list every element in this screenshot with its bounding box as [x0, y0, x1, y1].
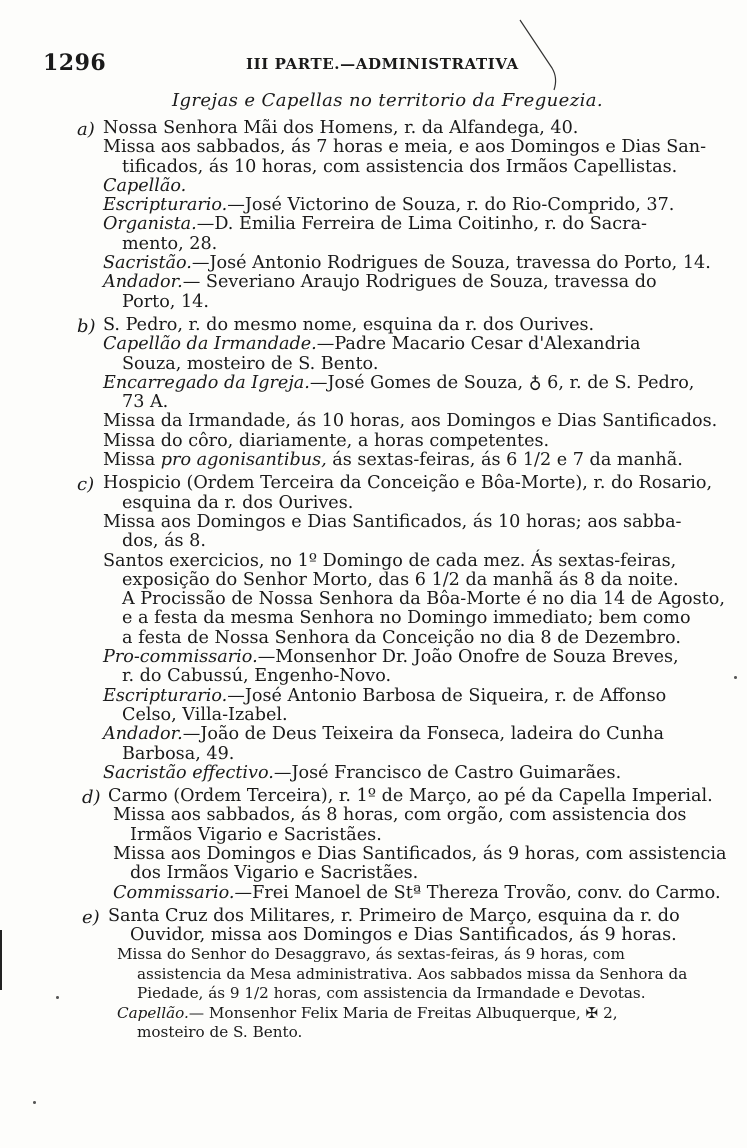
entry-c — [0, 474, 747, 783]
mass-schedule: Missa da Irmandade, ás 10 horas, aos Domingos e Dias Santificados. — [103, 411, 718, 432]
role-label: Andador. — [103, 272, 183, 293]
entry-e-details — [0, 945, 747, 1042]
role-value: —José Antonio Barbosa de Siqueira, r. de Affonso — [227, 685, 667, 706]
role-value: — Monsenhor Felix Maria de Freitas Albuquerque, ✠ 2, — [188, 1003, 618, 1022]
role-value: — Severiano Araujo Rodrigues de Souza, travessa do — [182, 272, 657, 293]
role-label: Encarregado da Igreja. — [103, 372, 310, 393]
role-label: Escripturario. — [103, 685, 228, 706]
mass-schedule: Missa aos sabbados, ás 7 horas e meia, e aos Domingos e Dias San- — [103, 137, 707, 158]
role-label: Commissario. — [113, 882, 235, 903]
entry-title: S. Pedro, r. do mesmo nome, esquina da r. dos Ourives. — [103, 314, 595, 335]
role-label: Sacristão effectivo. — [103, 762, 274, 783]
role-label: Capellão. — [117, 1003, 189, 1022]
commissario-line — [108, 884, 747, 903]
andador-line — [103, 725, 747, 744]
andador-cont: Barbosa, 49. — [122, 743, 235, 764]
mass-schedule: Missa do Senhor do Desaggravo, ás sextas-feiras, ás 9 horas, com — [117, 945, 625, 964]
pro-commissario-line — [103, 648, 747, 667]
role-label: Andador. — [103, 724, 183, 745]
mass-schedule — [103, 451, 747, 470]
entry-marker: b) — [77, 315, 96, 337]
role-label: Capellão da Irmandade. — [103, 334, 317, 355]
santos-exercicios: Santos exercicios, no 1º Domingo de cada mez. Ás sextas-feiras, — [103, 550, 677, 571]
role-value: —José Victorino de Souza, r. do Rio-Comprido, 37. — [227, 195, 675, 216]
andador-line — [103, 273, 747, 292]
capellao-cont: mosteiro de S. Bento. — [137, 1023, 303, 1042]
role-value: —João de Deus Teixeira da Fonseca, ladeira do Cunha — [182, 724, 665, 745]
entry-title-cont: esquina da r. dos Ourives. — [122, 492, 354, 513]
encarregado-cont: 73 A. — [122, 392, 169, 413]
mass-schedule-cont: Irmãos Vigario e Sacristães. — [130, 824, 382, 845]
sacristao-line — [103, 764, 747, 783]
entry-e — [0, 907, 747, 946]
entry-marker: d) — [82, 787, 101, 809]
capellao-line: Capellão. — [103, 175, 187, 196]
running-head: III PARTE.—ADMINISTRATIVA — [246, 55, 519, 73]
entry-title: Hospicio (Ordem Terceira da Conceição e Bôa-Morte), r. do Rosario, — [103, 473, 713, 494]
sacristao-line — [103, 254, 747, 273]
capellao-cont: Souza, mosteiro de S. Bento. — [122, 353, 379, 374]
santos-cont: A Procissão de Nossa Senhora da Bôa-Morte é no dia 14 de Agosto, — [122, 589, 725, 610]
entry-title: Nossa Senhora Mãi dos Homens, r. da Alfandega, 40. — [103, 118, 579, 138]
role-value: —Padre Macario Cesar d'Alexandria — [316, 334, 641, 355]
andador-cont: Porto, 14. — [122, 291, 209, 312]
organista-line — [103, 215, 747, 234]
mass-schedule-cont: dos Irmãos Vigario e Sacristães. — [130, 863, 419, 884]
mass-schedule: Missa aos sabbados, ás 8 horas, com orgão, com assistencia dos — [113, 805, 687, 826]
mass-schedule-cont: assistencia da Mesa administrativa. Aos sabbados missa da Senhora da — [137, 964, 688, 983]
entry-title: Carmo (Ordem Terceira), r. 1º de Março, ao pé da Capella Imperial. — [108, 786, 713, 807]
role-value: —José Antonio Rodrigues de Souza, travessa do Porto, 14. — [191, 253, 711, 274]
encarregado-line — [103, 374, 747, 393]
binding-edge-mark — [0, 930, 2, 990]
organista-cont: mento, 28. — [122, 233, 218, 254]
speck-mark — [56, 996, 59, 999]
role-label: Organista. — [103, 214, 197, 235]
santos-cont: e a festa da mesma Senhora no Domingo immediato; bem como — [122, 608, 691, 629]
role-label: Sacristão. — [103, 253, 192, 274]
role-value: —D. Emilia Ferreira de Lima Coitinho, r. do Sacra- — [196, 214, 647, 235]
pen-stroke-mark — [518, 18, 568, 98]
entry-marker: c) — [77, 474, 95, 496]
mass-schedule: Missa aos Domingos e Dias Santificados, ás 9 horas, com assistencia — [113, 843, 727, 864]
mass-schedule-cont: Piedade, ás 9 1/2 horas, com assistencia da Irmandade e Devotas. — [137, 984, 646, 1003]
page-body — [0, 119, 747, 1043]
escripturario-line — [103, 196, 747, 215]
text-run: Missa — [103, 450, 161, 471]
santos-cont: exposição do Senhor Morto, das 6 1/2 da manhã ás 8 da noite. — [122, 569, 679, 590]
role-value: —José Gomes de Souza, ♁ 6, r. de S. Pedro, — [309, 372, 695, 393]
entry-marker: a) — [77, 119, 95, 140]
mass-schedule-cont: dos, ás 8. — [122, 531, 206, 552]
entry-title: Santa Cruz dos Militares, r. Primeiro de Março, esquina da r. do — [108, 905, 680, 926]
speck-mark — [33, 1101, 36, 1104]
entry-b — [0, 316, 747, 470]
santos-cont: a festa de Nossa Senhora da Conceição no dia 8 de Dezembro. — [122, 627, 681, 648]
role-label: Pro-commissario. — [103, 647, 258, 668]
role-value: —Frei Manoel de Stª Thereza Trovão, conv. do Carmo. — [234, 882, 721, 903]
mass-schedule-cont: tificados, ás 10 horas, com assistencia dos Irmãos Capellistas. — [122, 156, 678, 177]
entry-a — [0, 119, 747, 312]
pro-commissario-cont: r. do Cabussú, Engenho-Novo. — [122, 666, 392, 687]
latin-phrase: pro agonisantibus, — [160, 450, 327, 471]
section-title: Igrejas e Capellas no territorio da Freguezia. — [172, 90, 603, 111]
capellao-line — [117, 1004, 747, 1023]
mass-schedule: Missa aos Domingos e Dias Santificados, ás 10 horas; aos sabba- — [103, 511, 682, 532]
escripturario-line — [103, 687, 747, 706]
mass-schedule: Missa do côro, diariamente, a horas competentes. — [103, 430, 550, 451]
speck-mark — [734, 676, 737, 679]
role-value: —Monsenhor Dr. João Onofre de Souza Breves, — [257, 647, 679, 668]
text-run: ás sextas-feiras, ás 6 1/2 e 7 da manhã. — [326, 450, 683, 471]
entry-title-cont: Ouvidor, missa aos Domingos e Dias Santificados, ás 9 horas. — [130, 925, 677, 946]
capellao-line — [103, 335, 747, 354]
escripturario-cont: Celso, Villa-Izabel. — [122, 704, 288, 725]
page-number: 1296 — [43, 50, 107, 76]
entry-marker: e) — [82, 906, 100, 928]
role-value: —José Francisco de Castro Guimarães. — [273, 762, 622, 783]
entry-d — [0, 787, 747, 903]
role-label: Escripturario. — [103, 195, 228, 216]
